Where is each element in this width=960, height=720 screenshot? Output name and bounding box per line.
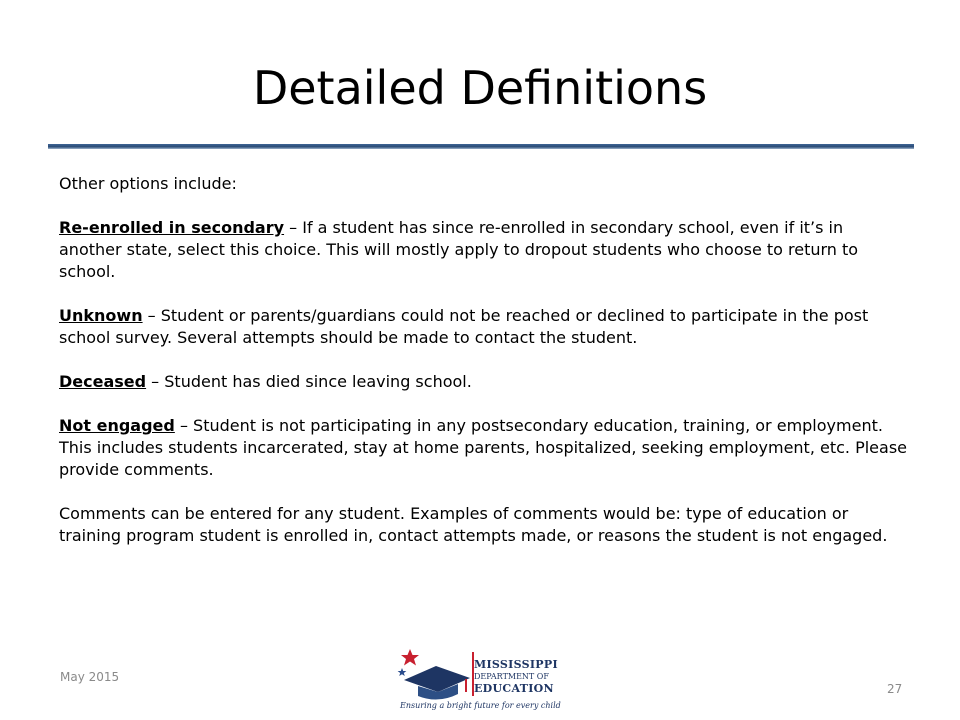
definition-text: – If a student has since re-enrolled in secondary school, even if it’s in another state, select this choice. This will mostly apply to dropout students who choose to return to school. <box>59 218 859 281</box>
mde-logo <box>396 646 568 714</box>
definition-term: Not engaged <box>59 416 175 435</box>
definition-text: – Student is not participating in any postsecondary education, training, or employment. This includes students incarcerated, stay at home parents, hospitalized, seeking employment, etc. Please provide comments. <box>59 416 908 479</box>
definition-term: Re-enrolled in secondary <box>59 218 285 237</box>
closing-text: Comments can be entered for any student. Examples of comments would be: type of education or training program student is enrolled in, contact attempts made, or reasons the student is not engaged. <box>59 504 888 545</box>
slide-title: Detailed Definitions <box>252 61 708 115</box>
page-number: 27 <box>887 682 903 696</box>
definition-term: Deceased <box>59 372 147 391</box>
logo-line-mississippi: MISSISSIPPI <box>474 658 558 671</box>
definition-term: Unknown <box>59 306 143 325</box>
definition-unknown <box>59 305 909 349</box>
definition-not-engaged <box>59 415 909 481</box>
slide-body <box>59 173 909 569</box>
intro-text: Other options include: <box>59 174 237 193</box>
definition-text: – Student or parents/guardians could not be reached or declined to participate in the post school survey. Several attempts should be made to contact the student. <box>59 306 869 347</box>
footer-date: May 2015 <box>60 670 120 684</box>
graduation-cap-star-icon <box>396 646 476 702</box>
logo-line-department: DEPARTMENT OF <box>474 672 549 681</box>
definition-text: – Student has died since leaving school. <box>146 372 472 391</box>
definition-reenrolled <box>59 217 909 283</box>
logo-tagline: Ensuring a bright future for every child <box>400 701 561 710</box>
title-divider <box>48 144 914 149</box>
logo-line-education: EDUCATION <box>474 682 554 695</box>
definition-deceased <box>59 371 909 393</box>
